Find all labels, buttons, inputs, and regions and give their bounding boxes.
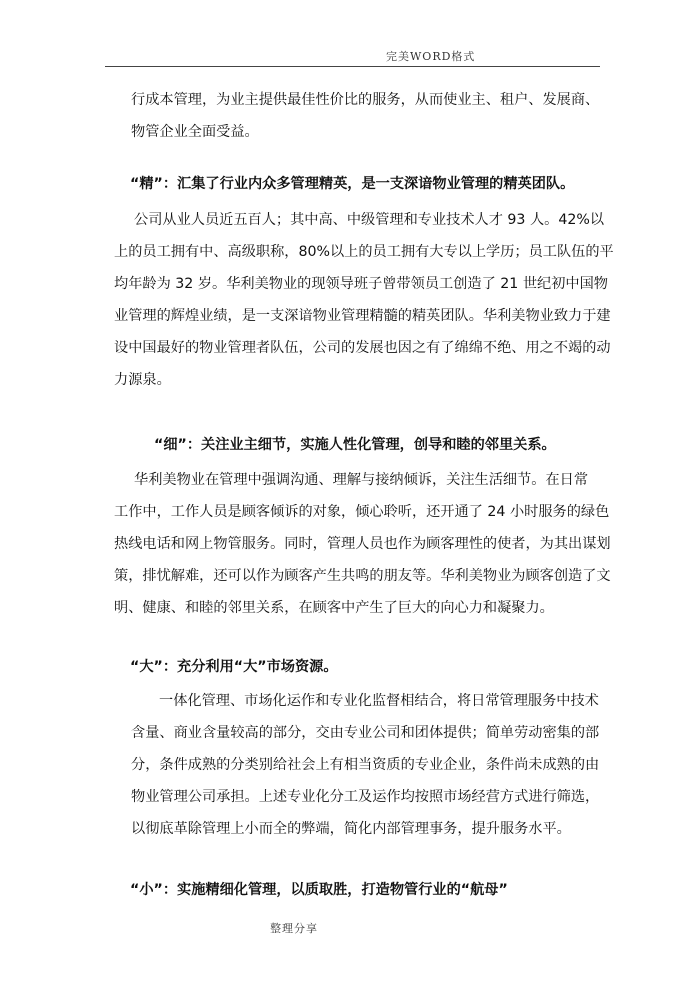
text-line: 明、健康、和睦的邻里关系，在顾客中产生了巨大的向心力和凝聚力。: [114, 600, 554, 616]
text-line: 物业管理公司承担。上述专业化分工及运作均按照市场经营方式进行筛选，: [131, 789, 600, 805]
intro-paragraph: [131, 84, 599, 148]
paragraph-xi: [114, 464, 611, 624]
text-line: 业管理的辉煌业绩，是一支深谙物业管理精髓的精英团队。华利美物业致力于建: [114, 308, 611, 324]
text-line: 一体化管理、市场化运作和专业化监督相结合，将日常管理服务中技术: [159, 693, 599, 709]
text-line: 上的员工拥有中、高级职称，80%以上的员工拥有大专以上学历；员工队伍的平: [114, 244, 614, 260]
text-line: 设中国最好的物业管理者队伍，公司的发展也因之有了绵绵不绝、用之不竭的动: [114, 340, 611, 356]
text-line: 公司从业人员近五百人；其中高、中级管理和专业技术人才 93 人。42%以: [134, 212, 605, 228]
text-line: 策，排忧解难，还可以作为顾客产生共鸣的朋友等。华利美物业为顾客创造了文: [114, 568, 611, 584]
text-line: 行成本管理，为业主提供最佳性价比的服务，从而使业主、租户、发展商、: [131, 92, 600, 108]
heading-text: “大”：充分利用“大”市场资源。: [130, 659, 338, 675]
text-line: 均年龄为 32 岁。华利美物业的现领导班子曾带领员工创造了 21 世纪初中国物: [114, 276, 608, 292]
paragraph-da: [131, 685, 599, 845]
header-divider: [105, 66, 600, 67]
text-line: 以彻底革除管理上小而全的弊端，简化内部管理事务，提升服务水平。: [131, 821, 571, 837]
section-heading-da: [130, 651, 338, 683]
text-line: 热线电话和网上物管服务。同时，管理人员也作为顾客理性的使者，为其出谋划: [114, 536, 611, 552]
heading-text: “小”：实施精细化管理，以质取胜，打造物管行业的“航母”: [130, 882, 508, 898]
text-line: 力源泉。: [114, 372, 171, 388]
text-line: 华利美物业在管理中强调沟通、理解与接纳倾诉，关注生活细节。在日常: [134, 472, 589, 488]
text-line: 物管企业全面受益。: [131, 124, 259, 140]
paragraph-jing: [114, 204, 614, 396]
text-line: 分，条件成熟的分类别给社会上有相当资质的专业企业，条件尚未成熟的由: [131, 757, 600, 773]
heading-text: “细”：关注业主细节，实施人性化管理，创导和睦的邻里关系。: [154, 437, 556, 453]
section-heading-jing: [130, 168, 574, 200]
page-footer: 整理分享: [270, 922, 318, 935]
section-heading-xiao: [130, 874, 508, 906]
section-heading-xi: [130, 429, 556, 461]
page-header-title: 完美WORD格式: [386, 50, 476, 63]
text-line: 含量、商业含量较高的部分，交由专业公司和团体提供；简单劳动密集的部: [131, 725, 600, 741]
text-line: 工作中，工作人员是顾客倾诉的对象，倾心聆听，还开通了 24 小时服务的绿色: [114, 504, 610, 520]
heading-text: “精”：汇集了行业内众多管理精英，是一支深谙物业管理的精英团队。: [130, 176, 575, 192]
